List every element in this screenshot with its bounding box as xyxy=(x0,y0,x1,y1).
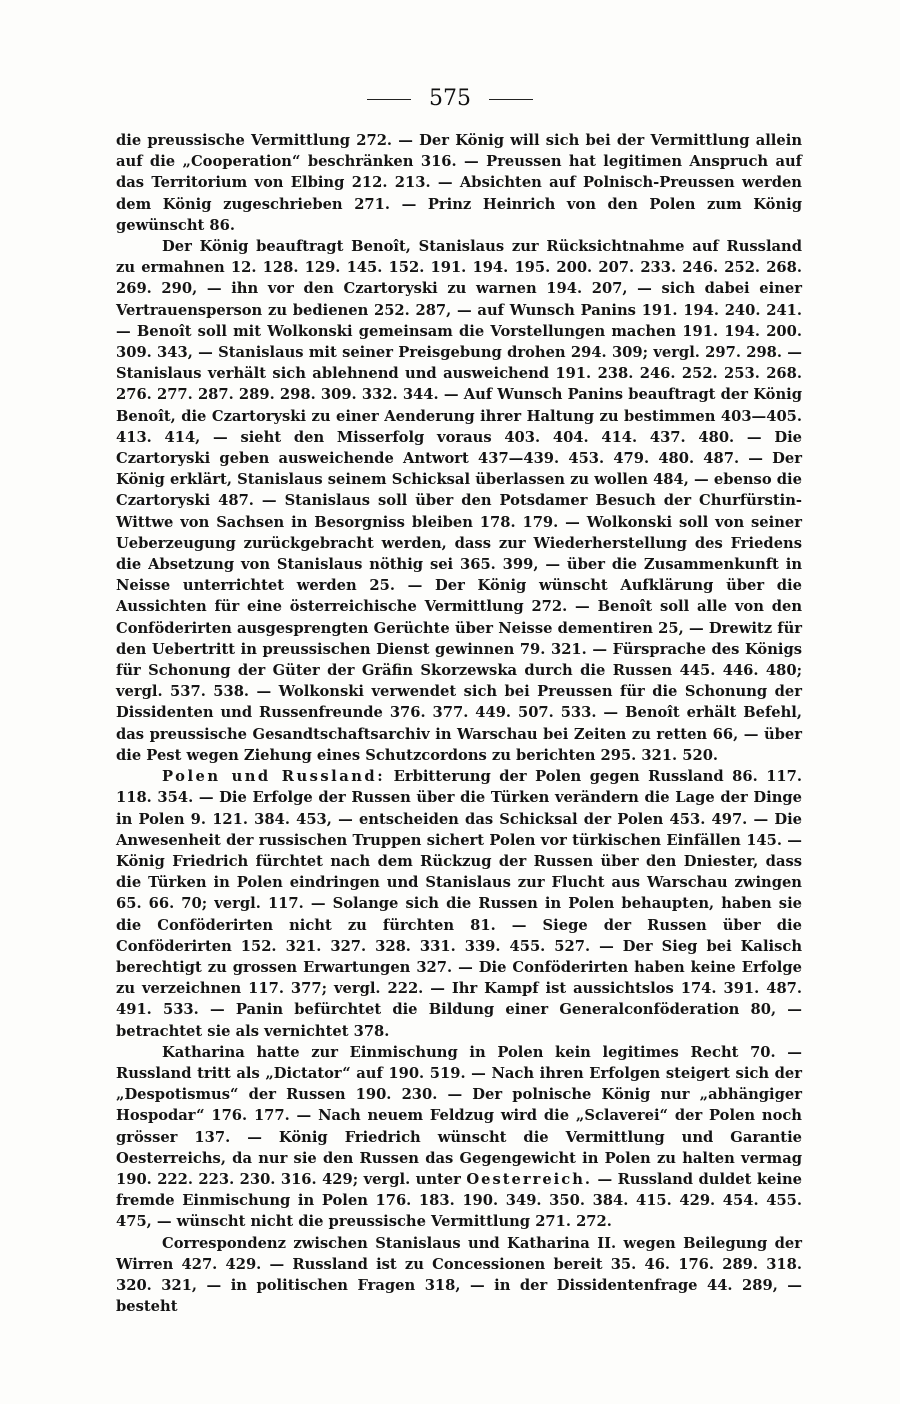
cross-reference-oesterreich: Oesterreich. xyxy=(466,1170,592,1188)
page-number: 575 xyxy=(429,86,471,111)
index-paragraph-4 xyxy=(116,1042,802,1233)
index-paragraph-2: Der König beauftragt Benoît, Stanislaus zur Rücksichtnahme auf Russland zu ermahnen 12. 128. 129. 145. 152. 191. 194. 195. 200. 207. 233. 246. 252. 268. 269. 290, — ihn vor den Czartoryski zu warnen 194. 207, — sich dabei einer Vertrauensperson zu bedienen 252. 287, — auf Wunsch Panins 191. 194. 240. 241. — Benoît soll mit Wolkonski gemeinsam die Vorstellungen machen 191. 194. 200. 309. 343, — Stanislaus mit seiner Preisgebung drohen 294. 309; vergl. 297. 298. — Stanislaus verhält sich ablehnend und ausweichend 191. 238. 246. 252. 253. 268. 276. 277. 287. 289. 298. 309. 332. 344. — Auf Wunsch Panins beauftragt der König Benoît, die Czartoryski zu einer Aenderung ihrer Haltung zu bestimmen 403—405. 413. 414, — sieht den Misserfolg voraus 403. 404. 414. 437. 480. — Die Czartoryski geben ausweichende Antwort 437—439. 453. 479. 480. 487. — Der König erklärt, Stanislaus seinem Schicksal überlassen zu wollen 484, — ebenso die Czartoryski 487. — Stanislaus soll über den Potsdamer Besuch der Churfürstin-Wittwe von Sachsen in Besorgniss bleiben 178. 179. — Wolkonski soll von seiner Ueberzeugung zurückgebracht werden, dass zur Wiederherstellung des Friedens die Absetzung von Stanislaus nöthig sei 365. 399, — über die Zusammenkunft in Neisse unterrichtet werden 25. — Der König wünscht Aufklärung über die Aussichten für eine österreichische Vermittlung 272. — Benoît soll alle von den Conföderirten ausgesprengten Gerüchte über Neisse dementiren 25, — Drewitz für den Uebertritt in preussischen Dienst gewinnen 79. 321. — Fürsprache des Königs für Schonung der Güter der Gräfin Skorzewska durch die Russen 445. 446. 480; vergl. 537. 538. — Wolkonski verwendet sich bei Preussen für die Schonung der Dissidenten und Russenfreunde 376. 377. 449. 507. 533. — Benoît erhält Befehl, das preussische Gesandtschaftsarchiv in Warschau bei Zeiten zu retten 66, — über die Pest wegen Ziehung eines Schutzcordons zu berichten 295. 321. 520. xyxy=(116,238,802,764)
index-text-body xyxy=(116,130,802,1317)
header-rule-right xyxy=(489,99,533,100)
index-paragraph-1: die preussische Vermittlung 272. — Der König will sich bei der Vermittlung allein auf die „Cooperation“ beschränken 316. — Preussen hat legitimen Anspruch auf das Territorium von Elbing 212. 213. — Absichten auf Polnisch-Preussen werden dem König zugeschrieben 271. — Prinz Heinrich von den Polen zum König gewünscht 86. xyxy=(116,132,802,234)
index-paragraph-3 xyxy=(116,766,802,1042)
index-paragraph-5: Correspondenz zwischen Stanislaus und Katharina II. wegen Beilegung der Wirren 427. 429. — Russland ist zu Concessionen bereit 35. 46. 176. 289. 318. 320. 321, — in politischen Fragen 318, — in der Dissidentenfrage 44. 289, — besteht xyxy=(116,1234,802,1316)
section-heading-polen-russland: Polen und Russland: xyxy=(162,768,386,786)
header-rule-left xyxy=(367,99,411,100)
paragraph-4-text-before: Katharina hatte zur Einmischung in Polen kein legitimes Recht 70. — Russland tritt als „Dictator“ auf 190. 519. — Nach ihren Erfolgen steigert sich der „Despotismus“ der Russen 190. 230. — Der polnische König nur „abhängiger Hospodar“ 176. 177. — Nach neuem Feldzug wird die „Sclaverei“ der Polen noch grösser 137. — König Friedrich wünscht die Vermittlung und Garantie Oesterreichs, da nur sie den Russen das Gegengewicht in Polen zu halten vermag 190. 222. 223. 230. 316. 429; vergl. unter xyxy=(116,1043,802,1188)
paragraph-4-text-after: — Russland duldet keine fremde Einmischung in Polen 176. 183. 190. 349. 350. 384. 415. 429. 454. 455. 475, — wünscht nicht die preussische Vermittlung 271. 272. xyxy=(116,1170,802,1231)
paragraph-3-text: Erbitterung der Polen gegen Russland 86. 117. 118. 354. — Die Erfolge der Russen über die Türken verändern die Lage der Dinge in Polen 9. 121. 384. 453, — entscheiden das Schicksal der Polen 453. 497. — Die Anwesenheit der russischen Truppen sichert Polen vor türkischen Einfällen 145. — König Friedrich fürchtet nach dem Rückzug der Russen über den Dniester, dass die Türken in Polen eindringen und Stanislaus zur Flucht aus Warschau zwingen 65. 66. 70; vergl. 117. — Solange sich die Russen in Polen behaupten, haben sie die Conföderirten nicht zu fürchten 81. — Siege der Russen über die Conföderirten 152. 321. 327. 328. 331. 339. 455. 527. — Der Sieg bei Kalisch berechtigt zu grossen Erwartungen 327. — Die Conföderirten haben keine Erfolge zu verzeichnen 117. 377; vergl. 222. — Ihr Kampf ist aussichtslos 174. 391. 487. 491. 533. — Panin befürchtet die Bildung einer Generalconföderation 80, — betrachtet sie als vernichtet 378. xyxy=(116,768,802,1040)
page-header xyxy=(0,86,900,111)
